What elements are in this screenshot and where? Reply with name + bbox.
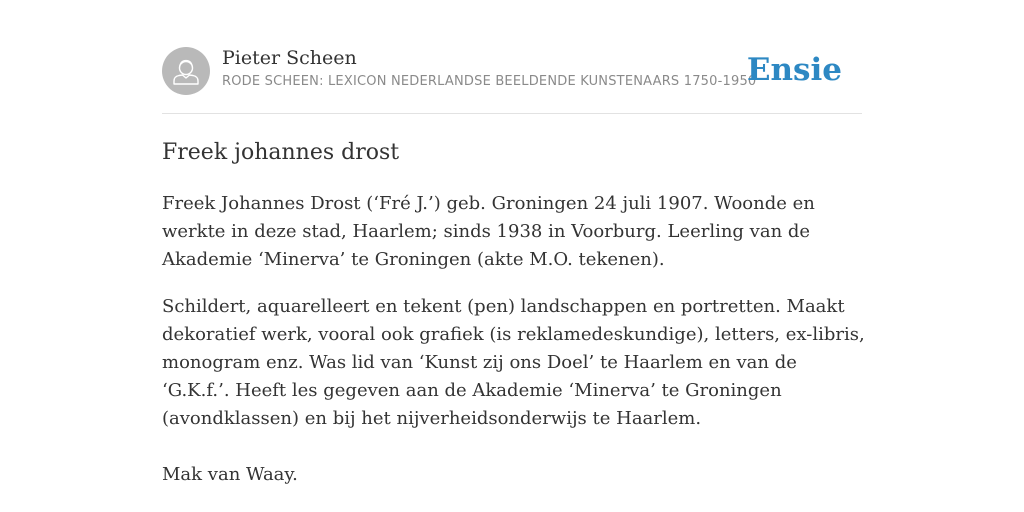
article-title: Freek johannes drost <box>162 140 400 165</box>
author-name[interactable]: Pieter Scheen <box>222 47 357 69</box>
header-divider <box>162 113 862 114</box>
user-avatar-icon <box>162 47 210 95</box>
paragraph: Freek Johannes Drost (‘Fré J.’) geb. Groningen 24 juli 1907. Woonde en werkte in deze stad, Haarlem; sinds 1938 in Voorburg. Leerling van de Akademie ‘Minerva’ te Groningen (akte M.O. tekenen). <box>162 193 815 270</box>
article-signature: Mak van Waay. <box>162 464 298 485</box>
brand-logo[interactable]: Ensie <box>746 52 842 88</box>
article-body <box>162 190 867 489</box>
article-header <box>162 46 862 96</box>
paragraph: Schildert, aquarelleert en tekent (pen) landschappen en portretten. Maakt dekoratief werk, vooral ook grafiek (is reklamedeskundige), letters, ex-libris, monogram enz. Was lid van ‘Kunst zij ons Doel’ te Haarlem en van de ‘G.K.f.’. Heeft les gegeven aan de Akademie ‘Minerva’ te Groningen (avondklassen) en bij het nijverheidsonderwijs te Haarlem. <box>162 296 865 429</box>
source-title[interactable]: RODE SCHEEN: LEXICON NEDERLANDSE BEELDENDE KUNSTENAARS 1750-1950 <box>222 74 757 89</box>
author-avatar[interactable] <box>162 47 210 95</box>
